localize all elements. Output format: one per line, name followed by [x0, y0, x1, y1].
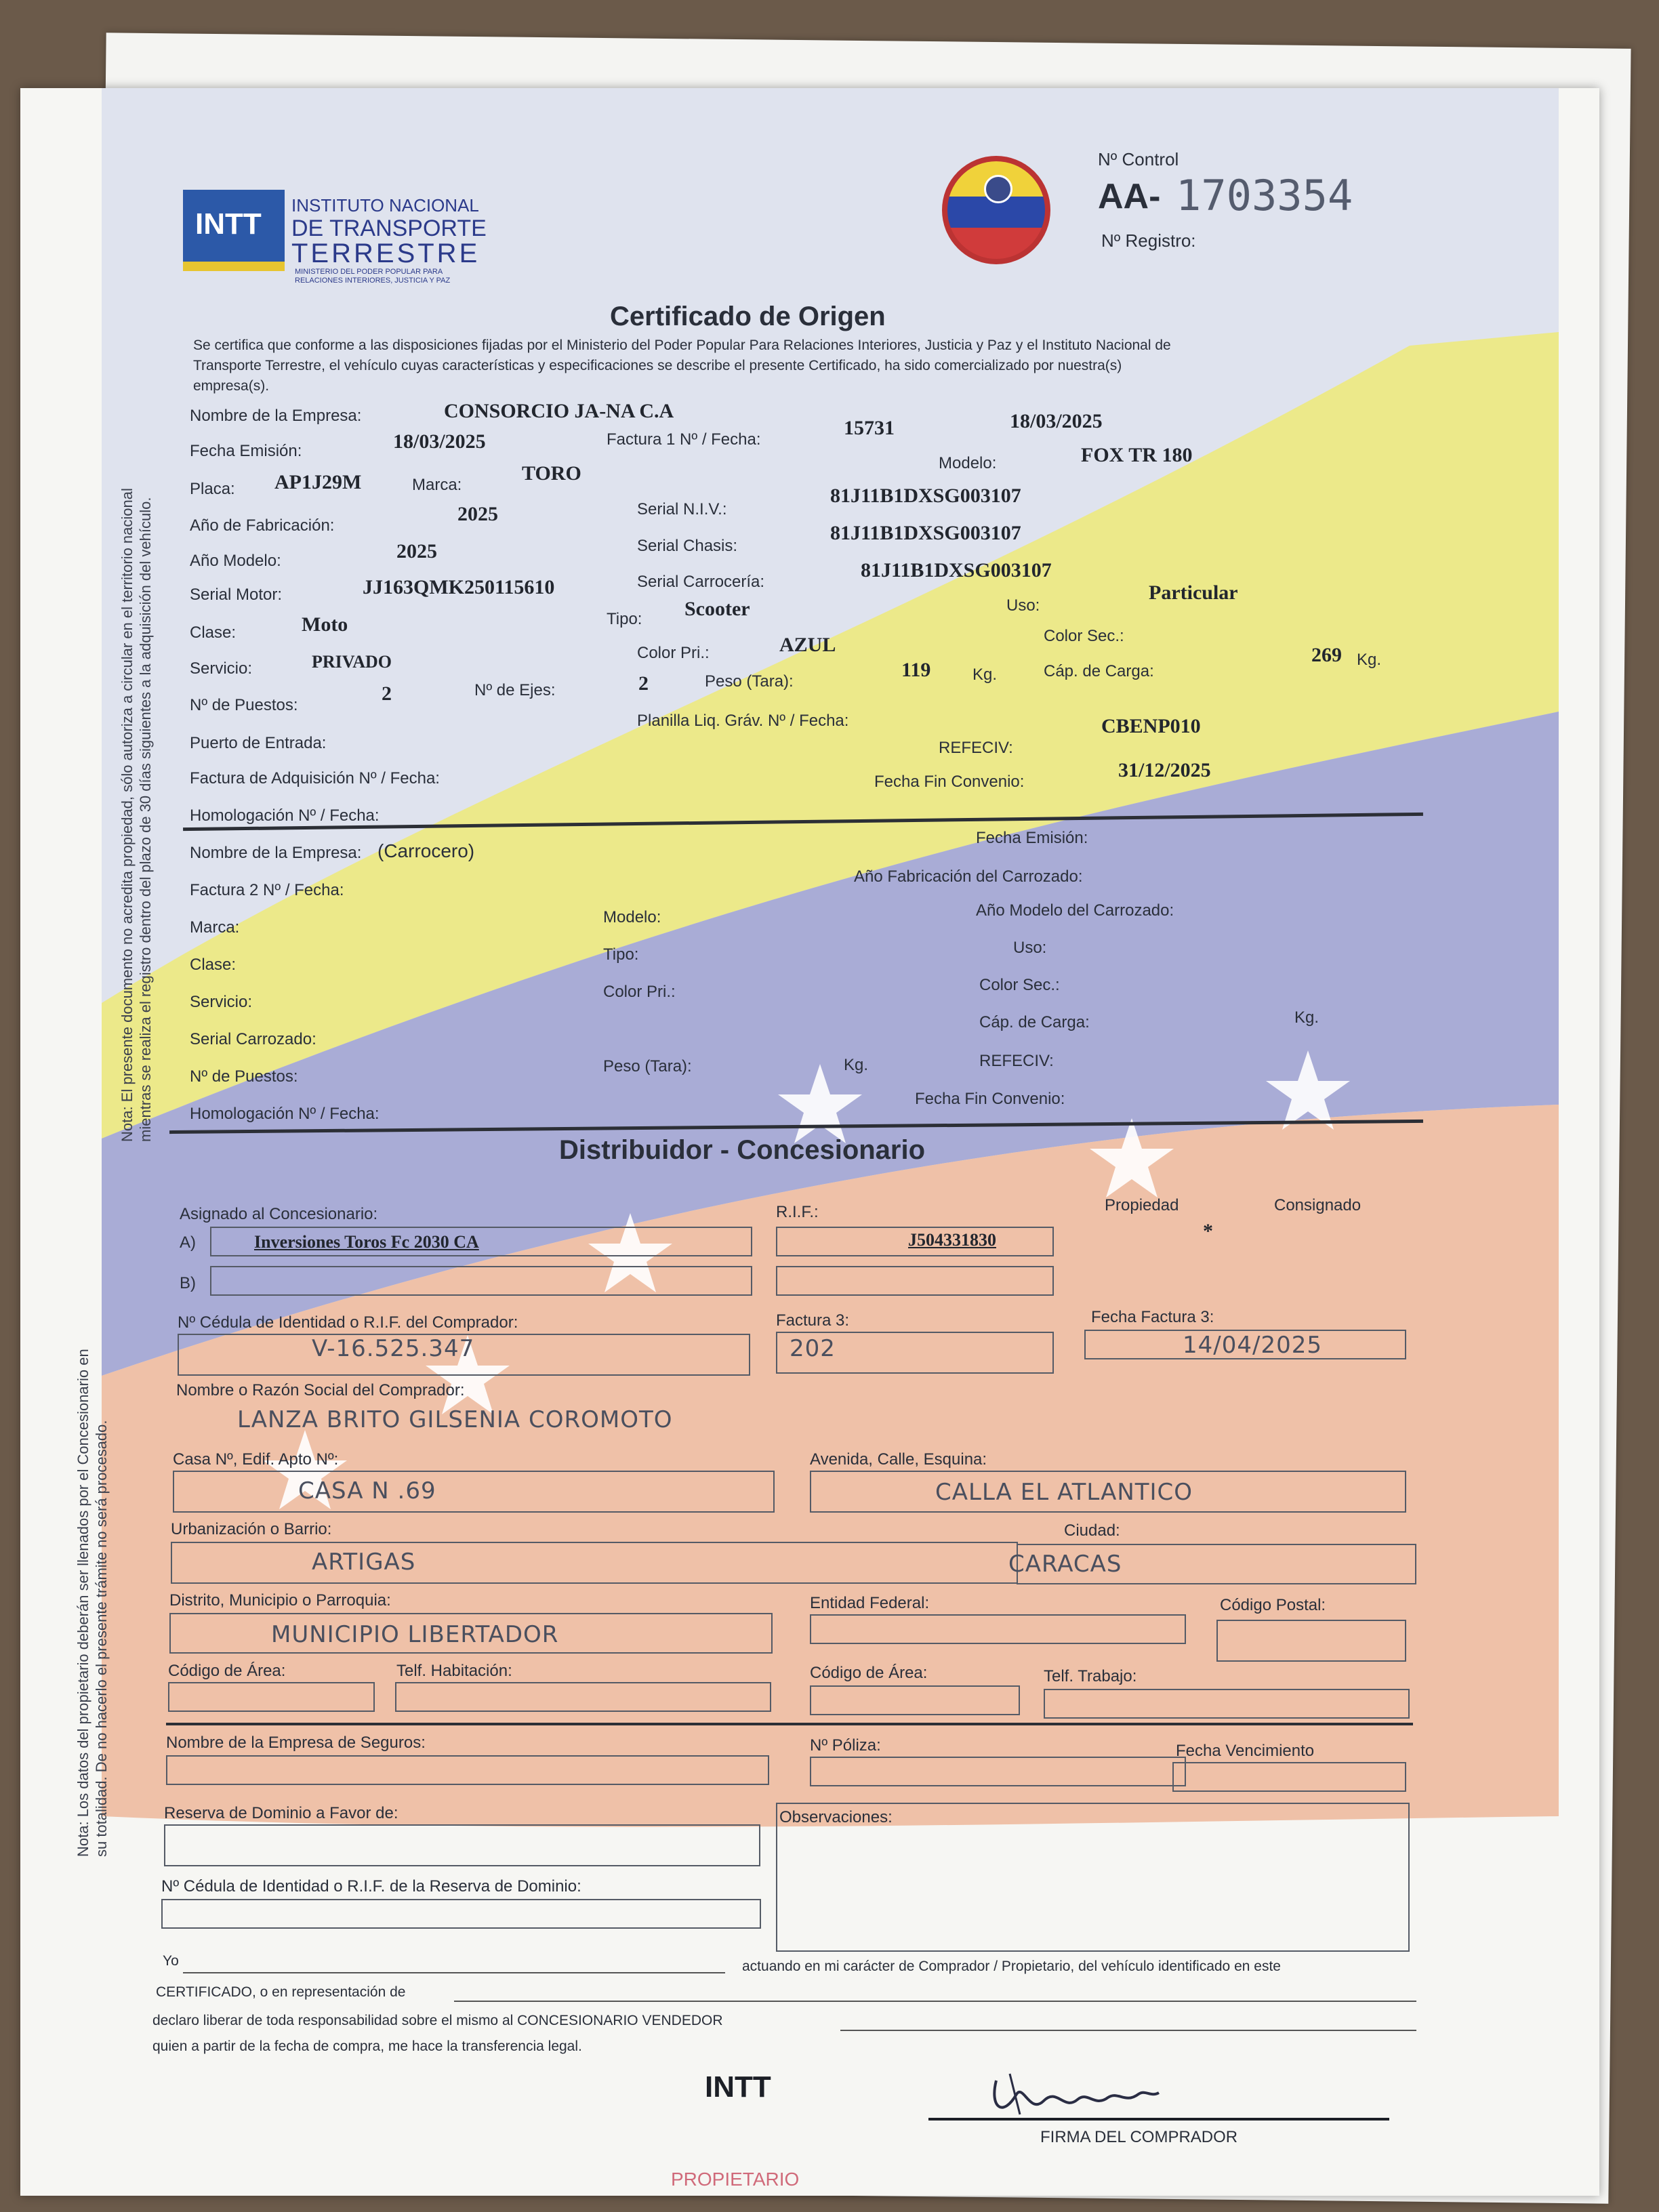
- refeciv-label: REFECIV:: [939, 739, 1013, 757]
- empresa-value: CONSORCIO JA-NA C.A: [444, 400, 674, 422]
- section-divider-3: [166, 1723, 1413, 1725]
- poliza-field[interactable]: [810, 1757, 1186, 1786]
- anio-fab-value: 2025: [457, 503, 498, 525]
- concesionario-b-field[interactable]: [210, 1266, 752, 1296]
- factura1-number: 15731: [844, 417, 895, 439]
- fecha-factura3-value: 14/04/2025: [1183, 1332, 1322, 1359]
- carrocero-carga-unit: Kg.: [1294, 1008, 1319, 1027]
- declaration-yo: Yo: [163, 1953, 179, 1969]
- ejes-value: 2: [638, 672, 649, 695]
- intt-badge: [183, 190, 285, 271]
- vencimiento-field[interactable]: [1172, 1762, 1406, 1792]
- fin-convenio-label: Fecha Fin Convenio:: [874, 773, 1025, 791]
- vencimiento-label: Fecha Vencimiento: [1176, 1742, 1315, 1760]
- fecha-emision-value: 18/03/2025: [393, 430, 486, 453]
- poliza-label: Nº Póliza:: [810, 1736, 881, 1755]
- serial-motor-value: JJ163QMK250115610: [363, 576, 555, 598]
- certificate-title: Certificado de Origen: [610, 302, 886, 331]
- carrocero-peso-unit: Kg.: [844, 1056, 869, 1074]
- avenida-label: Avenida, Calle, Esquina:: [810, 1450, 987, 1469]
- carrocero-uso-label: Uso:: [1013, 939, 1047, 957]
- declaration-line-representacion[interactable]: [454, 2001, 1416, 2002]
- casa-label: Casa Nº, Edif. Apto Nº:: [173, 1450, 339, 1469]
- carga-unit: Kg.: [1357, 651, 1382, 669]
- empresa-label: Nombre de la Empresa:: [190, 407, 362, 425]
- area2-field[interactable]: [810, 1685, 1020, 1715]
- serial-carroceria-label: Serial Carrocería:: [637, 573, 765, 591]
- serial-chasis-label: Serial Chasis:: [637, 537, 738, 555]
- venezuela-seal: [942, 156, 1050, 264]
- carrocero-empresa-label: Nombre de la Empresa:: [190, 844, 362, 862]
- fecha-emision-label: Fecha Emisión:: [190, 442, 302, 460]
- puestos-value: 2: [382, 682, 392, 705]
- observaciones-label: Observaciones:: [779, 1808, 893, 1826]
- casa-field[interactable]: [173, 1471, 775, 1513]
- carrocero-clase-label: Clase:: [190, 956, 237, 974]
- observaciones-field[interactable]: [776, 1803, 1410, 1952]
- control-prefix: AA-: [1098, 177, 1161, 216]
- carrocero-anio-modelo-label: Año Modelo del Carrozado:: [976, 901, 1174, 920]
- carrocero-peso-label: Peso (Tara):: [603, 1057, 692, 1076]
- declaration-line-3: declaro liberar de toda responsabilidad sobre el mismo al CONCESIONARIO VENDEDOR: [152, 2013, 723, 2028]
- factura1-label: Factura 1 Nº / Fecha:: [607, 430, 761, 449]
- carrocero-modelo-label: Modelo:: [603, 908, 661, 926]
- color-pri-label: Color Pri.:: [637, 644, 710, 662]
- telf-trab-field[interactable]: [1044, 1689, 1410, 1719]
- puerto-label: Puerto de Entrada:: [190, 734, 327, 752]
- carrocero-color-pri-label: Color Pri.:: [603, 983, 676, 1001]
- side-note-1-line-2: mientras se realiza el registro dentro del plazo de 30 días siguientes a la adquisición del vehículo.: [137, 497, 154, 1142]
- declaration-line-1: actuando en mi carácter de Comprador / Propietario, del vehículo identificado en este: [742, 1959, 1281, 1974]
- carrocero-anio-fab-label: Año Fabricación del Carrozado:: [854, 867, 1083, 886]
- control-number: 1703354: [1176, 171, 1353, 220]
- tipo-value: Scooter: [684, 598, 750, 620]
- coat-of-arms-icon: [984, 175, 1012, 203]
- intt-stamp: INTT: [705, 2070, 771, 2104]
- servicio-label: Servicio:: [190, 659, 253, 678]
- urbanizacion-label: Urbanización o Barrio:: [171, 1520, 332, 1538]
- carga-value: 269: [1311, 644, 1342, 666]
- area2-label: Código de Área:: [810, 1664, 928, 1682]
- firma-label: FIRMA DEL COMPRADOR: [1040, 2128, 1238, 2146]
- institute-line-3: TERRESTRE: [291, 239, 480, 268]
- intro-line-1: Se certifica que conforme a las disposiciones fijadas por el Ministerio del Poder Popular Para Relaciones Interiores, Justicia y Paz y el Instituto Nacional de: [193, 337, 1171, 353]
- side-note-2-line-1: Nota: Los datos del propietario deberán ser llenados por el Concesionario en: [75, 1349, 91, 1857]
- urbanizacion-field[interactable]: [171, 1542, 1018, 1584]
- cedula-label: Nº Cédula de Identidad o R.I.F. del Comprador:: [178, 1313, 518, 1332]
- modelo-value: FOX TR 180: [1081, 444, 1193, 466]
- telf-hab-field[interactable]: [395, 1682, 771, 1712]
- declaration-line-4: quien a partir de la fecha de compra, me hace la transferencia legal.: [152, 2039, 582, 2054]
- placa-value: AP1J29M: [274, 471, 362, 493]
- puestos-label: Nº de Puestos:: [190, 696, 298, 714]
- carrocero-refeciv-label: REFECIV:: [979, 1052, 1054, 1070]
- telf-hab-label: Telf. Habitación:: [396, 1662, 512, 1680]
- intro-line-3: empresa(s).: [193, 378, 270, 394]
- intt-badge-text: INTT: [195, 207, 262, 241]
- postal-field[interactable]: [1216, 1620, 1406, 1662]
- avenida-value: CALLA EL ATLANTICO: [935, 1479, 1193, 1506]
- carrocero-marca-label: Marca:: [190, 918, 240, 937]
- propietario-label: PROPIETARIO: [671, 2169, 800, 2190]
- carga-label: Cáp. de Carga:: [1044, 662, 1154, 680]
- cedula-reserva-field[interactable]: [161, 1899, 761, 1929]
- distrito-value: MUNICIPIO LIBERTADOR: [271, 1621, 559, 1648]
- signature-line[interactable]: [928, 2118, 1389, 2121]
- color-sec-label: Color Sec.:: [1044, 627, 1124, 645]
- area1-label: Código de Área:: [168, 1662, 286, 1680]
- asignado-label: Asignado al Concesionario:: [180, 1205, 378, 1223]
- declaration-line-yo[interactable]: [183, 1972, 725, 1973]
- seguros-label: Nombre de la Empresa de Seguros:: [166, 1734, 426, 1752]
- marca-label: Marca:: [412, 476, 462, 494]
- row-b-label: B): [180, 1274, 196, 1292]
- declaration-line-2: CERTIFICADO, o en representación de: [156, 1984, 406, 2000]
- peso-label: Peso (Tara):: [705, 672, 794, 691]
- peso-value: 119: [901, 659, 931, 681]
- cedula-reserva-label: Nº Cédula de Identidad o R.I.F. de la Reserva de Dominio:: [161, 1877, 581, 1896]
- factura3-label: Factura 3:: [776, 1311, 850, 1330]
- ciudad-label: Ciudad:: [1064, 1521, 1120, 1540]
- propiedad-label: Propiedad: [1105, 1196, 1179, 1214]
- color-pri-value: AZUL: [779, 634, 836, 656]
- peso-unit: Kg.: [972, 665, 998, 684]
- rif-a-value: J504331830: [908, 1230, 996, 1250]
- tipo-label: Tipo:: [607, 610, 642, 628]
- carrocero-suffix: (Carrocero): [377, 840, 475, 861]
- homologacion-label: Homologación Nº / Fecha:: [190, 806, 380, 825]
- intt-logo: [183, 190, 535, 285]
- concesionario-a-value: Inversiones Toros Fc 2030 CA: [254, 1232, 479, 1252]
- side-note-1-line-1: Nota: El presente documento no acredita propiedad, sólo autoriza a circular en el territorio nacional: [119, 488, 136, 1142]
- area1-field[interactable]: [168, 1682, 375, 1712]
- rif-label: R.I.F.:: [776, 1203, 819, 1221]
- carrocero-carga-label: Cáp. de Carga:: [979, 1013, 1090, 1031]
- serial-chasis-value: 81J11B1DXSG003107: [830, 522, 1021, 544]
- seguros-field[interactable]: [166, 1755, 769, 1785]
- intro-line-2: Transporte Terrestre, el vehículo cuyas características y especificaciones se describe el presente Certificado, ha sido comercializado por nuestra(s): [193, 358, 1122, 373]
- carrocero-color-sec-label: Color Sec.:: [979, 976, 1060, 994]
- entidad-label: Entidad Federal:: [810, 1594, 930, 1612]
- modelo-label: Modelo:: [939, 454, 997, 472]
- consignado-label: Consignado: [1274, 1196, 1361, 1214]
- factura-adq-label: Factura de Adquisición Nº / Fecha:: [190, 769, 440, 787]
- registro-label: Nº Registro:: [1101, 230, 1196, 251]
- ministry-line-2: RELACIONES INTERIORES, JUSTICIA Y PAZ: [295, 276, 451, 285]
- certificate-page: [20, 88, 1599, 2196]
- carrocero-fecha-emision-label: Fecha Emisión:: [976, 829, 1088, 847]
- cedula-value: V-16.525.347: [312, 1335, 475, 1362]
- distrito-label: Distrito, Municipio o Parroquia:: [169, 1591, 391, 1610]
- propiedad-mark: *: [1203, 1220, 1213, 1242]
- carrocero-fin-convenio-label: Fecha Fin Convenio:: [915, 1090, 1065, 1108]
- row-a-label: A): [180, 1233, 196, 1252]
- casa-value: CASA N .69: [298, 1477, 436, 1504]
- carrocero-serial-label: Serial Carrozado:: [190, 1030, 316, 1048]
- control-label: Nº Control: [1098, 149, 1179, 169]
- razon-label: Nombre o Razón Social del Comprador:: [176, 1381, 465, 1399]
- rif-b-field[interactable]: [776, 1266, 1054, 1296]
- fecha-factura3-label: Fecha Factura 3:: [1091, 1308, 1214, 1326]
- fin-convenio-value: 31/12/2025: [1118, 759, 1211, 781]
- uso-value: Particular: [1149, 581, 1238, 604]
- serial-niv-value: 81J11B1DXSG003107: [830, 485, 1021, 507]
- marca-value: TORO: [522, 462, 581, 485]
- serial-motor-label: Serial Motor:: [190, 586, 283, 604]
- institute-line-1: INSTITUTO NACIONAL: [291, 195, 479, 216]
- declaration-line-concesionario[interactable]: [840, 2030, 1416, 2031]
- carrocero-tipo-label: Tipo:: [603, 945, 639, 964]
- ciudad-value: CARACAS: [1008, 1551, 1122, 1578]
- factura1-date: 18/03/2025: [1010, 410, 1103, 432]
- serial-niv-label: Serial N.I.V.:: [637, 500, 727, 518]
- refeciv-value: CBENP010: [1101, 715, 1201, 737]
- anio-fab-label: Año de Fabricación:: [190, 516, 335, 535]
- servicio-value: PRIVADO: [312, 652, 392, 672]
- serial-carroceria-value: 81J11B1DXSG003107: [861, 559, 1052, 581]
- uso-label: Uso:: [1006, 596, 1040, 615]
- distribuidor-title: Distribuidor - Concesionario: [559, 1135, 926, 1165]
- entidad-field[interactable]: [810, 1614, 1186, 1644]
- carrocero-puestos-label: Nº de Puestos:: [190, 1067, 298, 1086]
- clase-value: Moto: [302, 613, 348, 636]
- factura3-value: 202: [790, 1335, 836, 1362]
- reserva-field[interactable]: [164, 1824, 760, 1866]
- urbanizacion-value: ARTIGAS: [312, 1549, 416, 1576]
- carrocero-homologacion-label: Homologación Nº / Fecha:: [190, 1105, 380, 1123]
- carrocero-servicio-label: Servicio:: [190, 993, 253, 1011]
- side-note-2-line-2: su totalidad. De no hacerlo el presente trámite no será procesado.: [93, 1420, 110, 1857]
- ministry-line-1: MINISTERIO DEL PODER POPULAR PARA: [295, 268, 443, 276]
- placa-label: Placa:: [190, 480, 235, 498]
- reserva-label: Reserva de Dominio a Favor de:: [164, 1804, 398, 1822]
- planilla-label: Planilla Liq. Gráv. Nº / Fecha:: [637, 712, 849, 730]
- clase-label: Clase:: [190, 623, 237, 642]
- razon-value: LANZA BRITO GILSENIA COROMOTO: [237, 1406, 673, 1433]
- ejes-label: Nº de Ejes:: [474, 681, 556, 699]
- anio-modelo-label: Año Modelo:: [190, 552, 281, 570]
- carrocero-factura2-label: Factura 2 Nº / Fecha:: [190, 881, 344, 899]
- postal-label: Código Postal:: [1220, 1596, 1326, 1614]
- telf-trab-label: Telf. Trabajo:: [1044, 1667, 1137, 1685]
- institute-line-2: DE TRANSPORTE: [291, 216, 487, 241]
- anio-modelo-value: 2025: [396, 540, 437, 562]
